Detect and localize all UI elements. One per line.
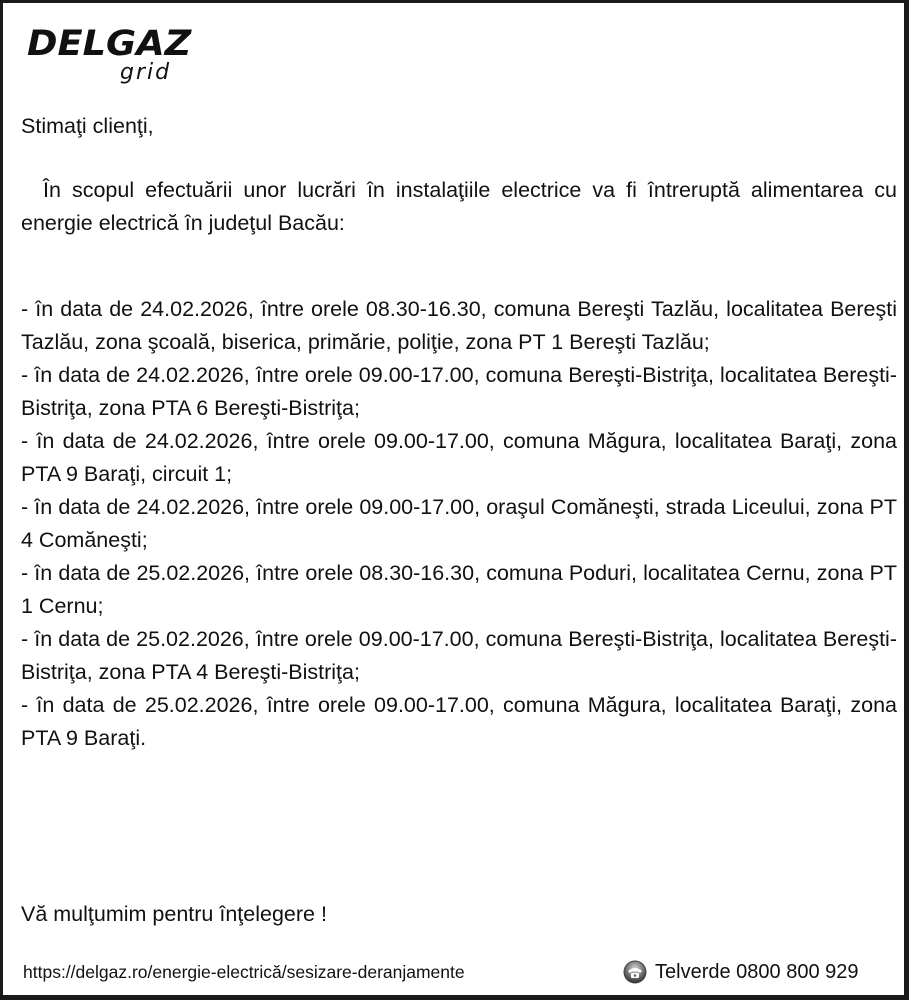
hotline-number: Telverde 0800 800 929 — [655, 961, 859, 983]
outage-item: - în data de 24.02.2026, între orele 09.00-17.00, comuna Măgura, localitatea Baraţi, zona PTA 9 Baraţi, circuit 1; — [21, 429, 897, 486]
logo-sub-text: grid — [120, 60, 172, 85]
outage-item: - în data de 24.02.2026, între orele 09.00-17.00, oraşul Comăneşti, strada Liceului, zona PT 4 Comăneşti; — [21, 495, 897, 552]
report-fault-link[interactable]: https://delgaz.ro/energie-electrică/sesizare-deranjamente — [23, 962, 465, 982]
logo-brand-text: DELGAZ — [27, 24, 192, 64]
intro-paragraph: În scopul efectuării unor lucrări în instalaţiile electrice va fi întreruptă alimentarea cu energie electrică în judeţul Bacău: — [21, 178, 897, 235]
outage-item: - în data de 25.02.2026, între orele 09.00-17.00, comuna Măgura, localitatea Baraţi, zona PTA 9 Baraţi. — [21, 693, 897, 750]
outage-item: - în data de 24.02.2026, între orele 08.30-16.30, comuna Bereşti Tazlău, localitatea Bereşti Tazlău, zona şcoală, biserica, primărie, poliţie, zona PT 1 Bereşti Tazlău; — [21, 297, 897, 354]
closing-line: Vă mulţumim pentru înţelegere ! — [21, 902, 327, 926]
telephone-icon — [623, 960, 647, 984]
hotline — [623, 959, 859, 985]
outage-item: - în data de 25.02.2026, între orele 09.00-17.00, comuna Bereşti-Bistriţa, localitatea Bereşti-Bistriţa, zona PTA 4 Bereşti-Bistriţa; — [21, 627, 897, 684]
outage-item: - în data de 24.02.2026, între orele 09.00-17.00, comuna Bereşti-Bistriţa, localitatea Bereşti-Bistriţa, zona PTA 6 Bereşti-Bistriţa; — [21, 363, 897, 420]
greeting: Stimaţi clienţi, — [21, 114, 154, 138]
delgaz-grid-logo — [27, 24, 192, 86]
outage-list — [21, 293, 897, 755]
outage-item: - în data de 25.02.2026, între orele 08.30-16.30, comuna Poduri, localitatea Cernu, zona PT 1 Cernu; — [21, 561, 897, 618]
